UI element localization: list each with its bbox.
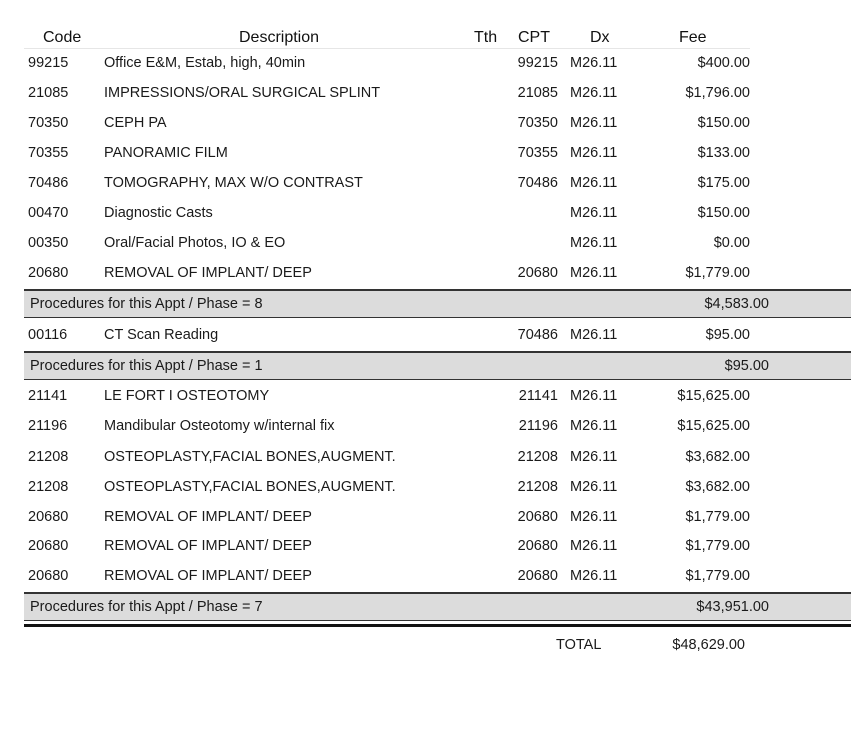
phase-summary-label: Procedures for this Appt / Phase = 8 [30,296,263,312]
table-row [0,81,851,105]
code-cell: 70486 [28,175,69,191]
code-cell: 21085 [28,85,69,101]
table-row [0,231,851,255]
fee-cell: $150.00 [697,205,750,221]
dx-cell: M26.11 [570,418,618,434]
fee-cell: $1,779.00 [685,509,750,525]
description-cell: CEPH PA [104,115,167,131]
fee-cell: $3,682.00 [685,449,750,465]
dx-cell: M26.11 [570,265,618,281]
phase-summary-rule [24,317,851,318]
table-row [0,384,851,408]
code-cell: 20680 [28,265,69,281]
cpt-cell: 20680 [517,509,558,525]
dx-cell: M26.11 [570,538,618,554]
table-row [0,414,851,438]
table-row [0,141,851,165]
cpt-cell: 21141 [518,388,558,404]
code-cell: 00350 [28,235,69,251]
grand-total-rule [24,620,851,621]
table-row [0,261,851,285]
phase-summary-label: Procedures for this Appt / Phase = 7 [30,599,263,615]
cpt-cell: 21208 [517,479,558,495]
header-cpt: CPT [518,29,550,46]
code-cell: 99215 [28,55,69,71]
cpt-cell: 70355 [517,145,558,161]
fee-cell: $133.00 [697,145,750,161]
fee-cell: $15,625.00 [677,418,750,434]
phase-summary-fee: $4,583.00 [704,296,769,312]
fee-cell: $3,682.00 [685,479,750,495]
cpt-cell: 21196 [518,418,558,434]
description-cell: CT Scan Reading [104,327,219,343]
description-cell: OSTEOPLASTY,FACIAL BONES,AUGMENT. [104,449,396,465]
table-row [0,111,851,135]
fee-cell: $175.00 [697,175,750,191]
phase-summary-fee: $43,951.00 [696,599,769,615]
table-row [0,171,851,195]
dx-cell: M26.11 [570,388,618,404]
table-row [0,475,851,499]
fee-cell: $1,779.00 [685,538,750,554]
dx-cell: M26.11 [570,509,618,525]
table-row [0,201,851,225]
fee-cell: $0.00 [713,235,750,251]
cpt-cell: 21085 [517,85,558,101]
code-cell: 20680 [28,568,69,584]
description-cell: Oral/Facial Photos, IO & EO [104,235,286,251]
dx-cell: M26.11 [570,55,618,71]
description-cell: REMOVAL OF IMPLANT/ DEEP [104,509,312,525]
code-cell: 21208 [28,449,69,465]
fee-cell: $1,779.00 [685,568,750,584]
header-fee: Fee [679,29,707,46]
code-cell: 21196 [28,418,68,434]
fee-cell: $95.00 [705,327,750,343]
dx-cell: M26.11 [570,115,618,131]
phase-summary-row [24,351,851,379]
phase-summary-row [24,289,851,317]
total-value: $48,629.00 [672,637,745,653]
description-cell: PANORAMIC FILM [104,145,228,161]
code-cell: 00470 [28,205,69,221]
description-cell: OSTEOPLASTY,FACIAL BONES,AUGMENT. [104,479,396,495]
dx-cell: M26.11 [570,327,618,343]
cpt-cell: 20680 [517,538,558,554]
dx-cell: M26.11 [570,205,618,221]
table-row [0,445,851,469]
description-cell: REMOVAL OF IMPLANT/ DEEP [104,265,312,281]
dx-cell: M26.11 [570,449,618,465]
code-cell: 21141 [28,388,68,404]
code-cell: 20680 [28,538,69,554]
description-cell: LE FORT I OSTEOTOMY [104,388,270,404]
total-label: TOTAL [556,637,602,653]
phase-summary-rule [24,379,851,380]
code-cell: 70350 [28,115,69,131]
cpt-cell: 21208 [517,449,558,465]
code-cell: 70355 [28,145,69,161]
fee-cell: $150.00 [697,115,750,131]
fee-cell: $15,625.00 [677,388,750,404]
dx-cell: M26.11 [570,85,618,101]
dx-cell: M26.11 [570,235,618,251]
description-cell: Mandibular Osteotomy w/internal fix [104,418,335,434]
code-cell: 20680 [28,509,69,525]
grand-total-double-rule [24,624,851,627]
cpt-cell: 20680 [517,568,558,584]
fee-cell: $1,796.00 [685,85,750,101]
cpt-cell: 70350 [517,115,558,131]
header-rule [24,48,750,49]
dx-cell: M26.11 [570,568,618,584]
code-cell: 21208 [28,479,69,495]
description-cell: Office E&M, Estab, high, 40min [104,55,306,71]
description-cell: Diagnostic Casts [104,205,213,221]
phase-summary-label: Procedures for this Appt / Phase = 1 [30,358,263,374]
header-tth: Tth [474,29,498,46]
table-row [0,564,851,588]
code-cell: 00116 [28,327,68,343]
description-cell: TOMOGRAPHY, MAX W/O CONTRAST [104,175,363,191]
dx-cell: M26.11 [570,175,618,191]
table-row [0,323,851,347]
description-cell: IMPRESSIONS/ORAL SURGICAL SPLINT [104,85,381,101]
header-description: Description [239,29,320,46]
header-dx: Dx [590,29,610,46]
dx-cell: M26.11 [570,479,618,495]
description-cell: REMOVAL OF IMPLANT/ DEEP [104,568,312,584]
phase-summary-fee: $95.00 [724,358,769,374]
cpt-cell: 99215 [517,55,558,71]
cpt-cell: 70486 [517,327,558,343]
table-row [0,505,851,529]
table-row [0,51,851,75]
header-code: Code [43,29,82,46]
cpt-cell: 70486 [517,175,558,191]
description-cell: REMOVAL OF IMPLANT/ DEEP [104,538,312,554]
fee-cell: $400.00 [697,55,750,71]
table-row [0,534,851,558]
phase-summary-row [24,592,851,620]
cpt-cell: 20680 [517,265,558,281]
fee-cell: $1,779.00 [685,265,750,281]
dx-cell: M26.11 [570,145,618,161]
